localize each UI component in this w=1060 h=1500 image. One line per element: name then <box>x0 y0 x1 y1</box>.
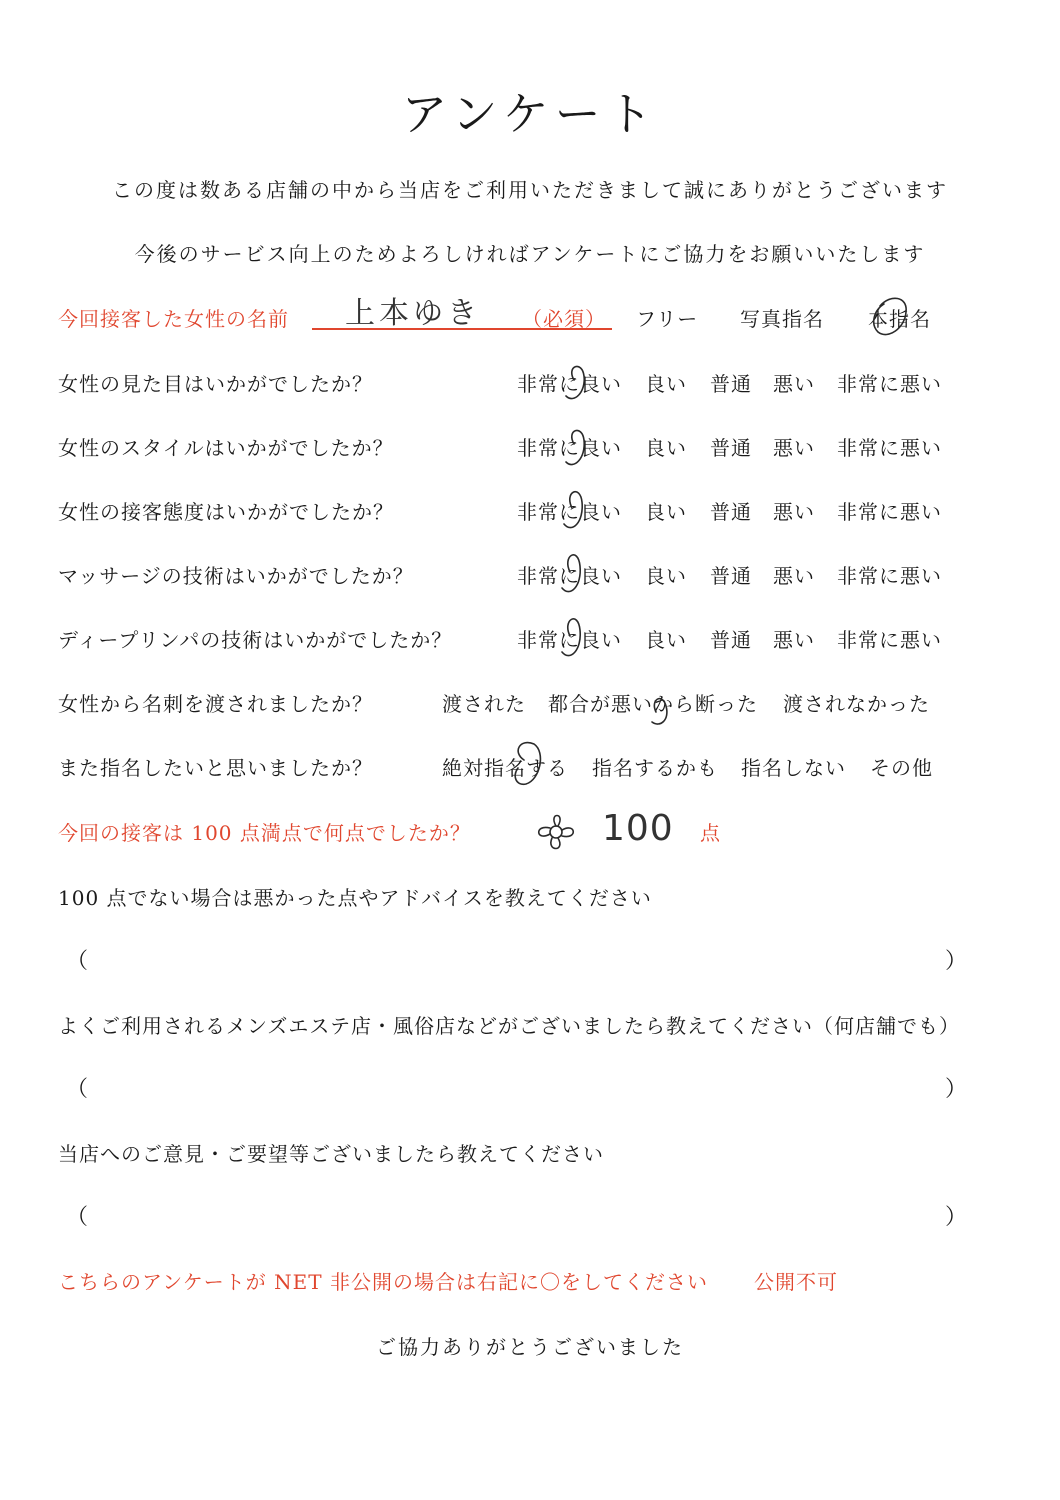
rating-option-very-good[interactable]: 非常に良い <box>517 436 622 460</box>
open-answer-2-field[interactable] <box>100 1066 940 1106</box>
open-answer-1-field[interactable] <box>100 938 940 978</box>
open-answer-1-close-paren: ） <box>945 949 968 974</box>
name-label: 今回接客した女性の名前 <box>58 307 289 331</box>
open-answer-3-field[interactable] <box>100 1194 940 1234</box>
rating-option-average[interactable]: 普通 <box>710 500 752 524</box>
question-text: 女性の接客態度はいかがでしたか？ <box>58 500 394 524</box>
rating-option-very-good[interactable]: 非常に良い <box>517 564 622 588</box>
intro-line-2: 今後のサービス向上のためよろしければアンケートにご協力をお願いいたします <box>134 242 926 266</box>
option-photo-nomination[interactable]: 写真指名 <box>740 307 824 331</box>
open-answer-1-open-paren: （ <box>66 949 89 974</box>
flower-doodle <box>539 816 574 849</box>
rating-option-very-bad[interactable]: 非常に悪い <box>837 500 942 524</box>
rating-option-good[interactable]: 良い <box>645 372 687 396</box>
card-option-declined[interactable]: 都合が悪いから断った <box>548 692 758 716</box>
survey-title: アンケート <box>401 87 659 141</box>
rating-option-very-bad[interactable]: 非常に悪い <box>837 564 942 588</box>
intro-line-1: この度は数ある店舗の中から当店をご利用いただきまして誠にありがとうございます <box>112 178 948 202</box>
rating-option-very-bad[interactable]: 非常に悪い <box>837 372 942 396</box>
again-question-text: また指名したいと思いましたか？ <box>58 756 373 780</box>
again-option-other[interactable]: その他 <box>870 756 933 780</box>
open-answer-2-open-paren: （ <box>66 1077 89 1102</box>
rating-option-bad[interactable]: 悪い <box>773 372 815 396</box>
question-text: 女性の見た目はいかがでしたか？ <box>58 372 373 396</box>
rating-option-good[interactable]: 良い <box>645 436 687 460</box>
open-answer-3-close-paren: ） <box>945 1205 968 1230</box>
open-answer-3-open-paren: （ <box>66 1205 89 1230</box>
question-text: ディープリンパの技術はいかがでしたか？ <box>58 628 453 652</box>
rating-option-good[interactable]: 良い <box>645 564 687 588</box>
rating-option-very-good[interactable]: 非常に良い <box>517 628 622 652</box>
rating-option-average[interactable]: 普通 <box>710 436 752 460</box>
required-mark: （必須） <box>522 307 606 331</box>
option-free[interactable]: フリー <box>636 307 699 331</box>
rating-option-average[interactable]: 普通 <box>710 372 752 396</box>
card-option-not-received[interactable]: 渡されなかった <box>783 692 930 716</box>
rating-option-very-bad[interactable]: 非常に悪い <box>837 628 942 652</box>
again-option-no[interactable]: 指名しない <box>741 756 846 780</box>
handwritten-score[interactable]: 100 <box>602 808 674 849</box>
thanks-text: ご協力ありがとうございました <box>376 1335 684 1359</box>
score-question-text: 今回の接客は 100 点満点で何点でしたか？ <box>58 821 471 845</box>
rating-option-bad[interactable]: 悪い <box>773 436 815 460</box>
open-answer-2-close-paren: ） <box>945 1077 968 1102</box>
rating-option-average[interactable]: 普通 <box>710 628 752 652</box>
card-question-text: 女性から名刺を渡されましたか？ <box>58 692 373 716</box>
question-text: マッサージの技術はいかがでしたか？ <box>58 564 414 588</box>
rating-option-good[interactable]: 良い <box>645 628 687 652</box>
rating-option-good[interactable]: 良い <box>645 500 687 524</box>
rating-option-bad[interactable]: 悪い <box>773 500 815 524</box>
net-notice-text: こちらのアンケートが NET 非公開の場合は右記に〇をしてください <box>58 1270 708 1294</box>
again-option-maybe[interactable]: 指名するかも <box>592 756 718 780</box>
option-main-nomination[interactable]: 本指名 <box>868 307 931 331</box>
score-unit: 点 <box>700 821 721 845</box>
again-option-definitely[interactable]: 絶対指名する <box>442 756 568 780</box>
open-question-3: 当店へのご意見・ご要望等ございましたら教えてください <box>58 1142 604 1166</box>
rating-option-very-good[interactable]: 非常に良い <box>517 500 622 524</box>
rating-option-bad[interactable]: 悪い <box>773 628 815 652</box>
rating-option-bad[interactable]: 悪い <box>773 564 815 588</box>
rating-option-very-bad[interactable]: 非常に悪い <box>837 436 942 460</box>
rating-option-very-good[interactable]: 非常に良い <box>517 372 622 396</box>
open-question-1: 100 点でない場合は悪かった点やアドバイスを教えてください <box>58 886 652 910</box>
rating-option-average[interactable]: 普通 <box>710 564 752 588</box>
handwritten-name[interactable]: 上本ゆき <box>345 296 481 331</box>
open-question-2: よくご利用されるメンズエステ店・風俗店などがございましたら教えてください（何店舗でも） <box>58 1014 960 1038</box>
card-option-received[interactable]: 渡された <box>442 692 526 716</box>
question-text: 女性のスタイルはいかがでしたか？ <box>58 436 394 460</box>
net-private-option[interactable]: 公開不可 <box>754 1270 838 1294</box>
